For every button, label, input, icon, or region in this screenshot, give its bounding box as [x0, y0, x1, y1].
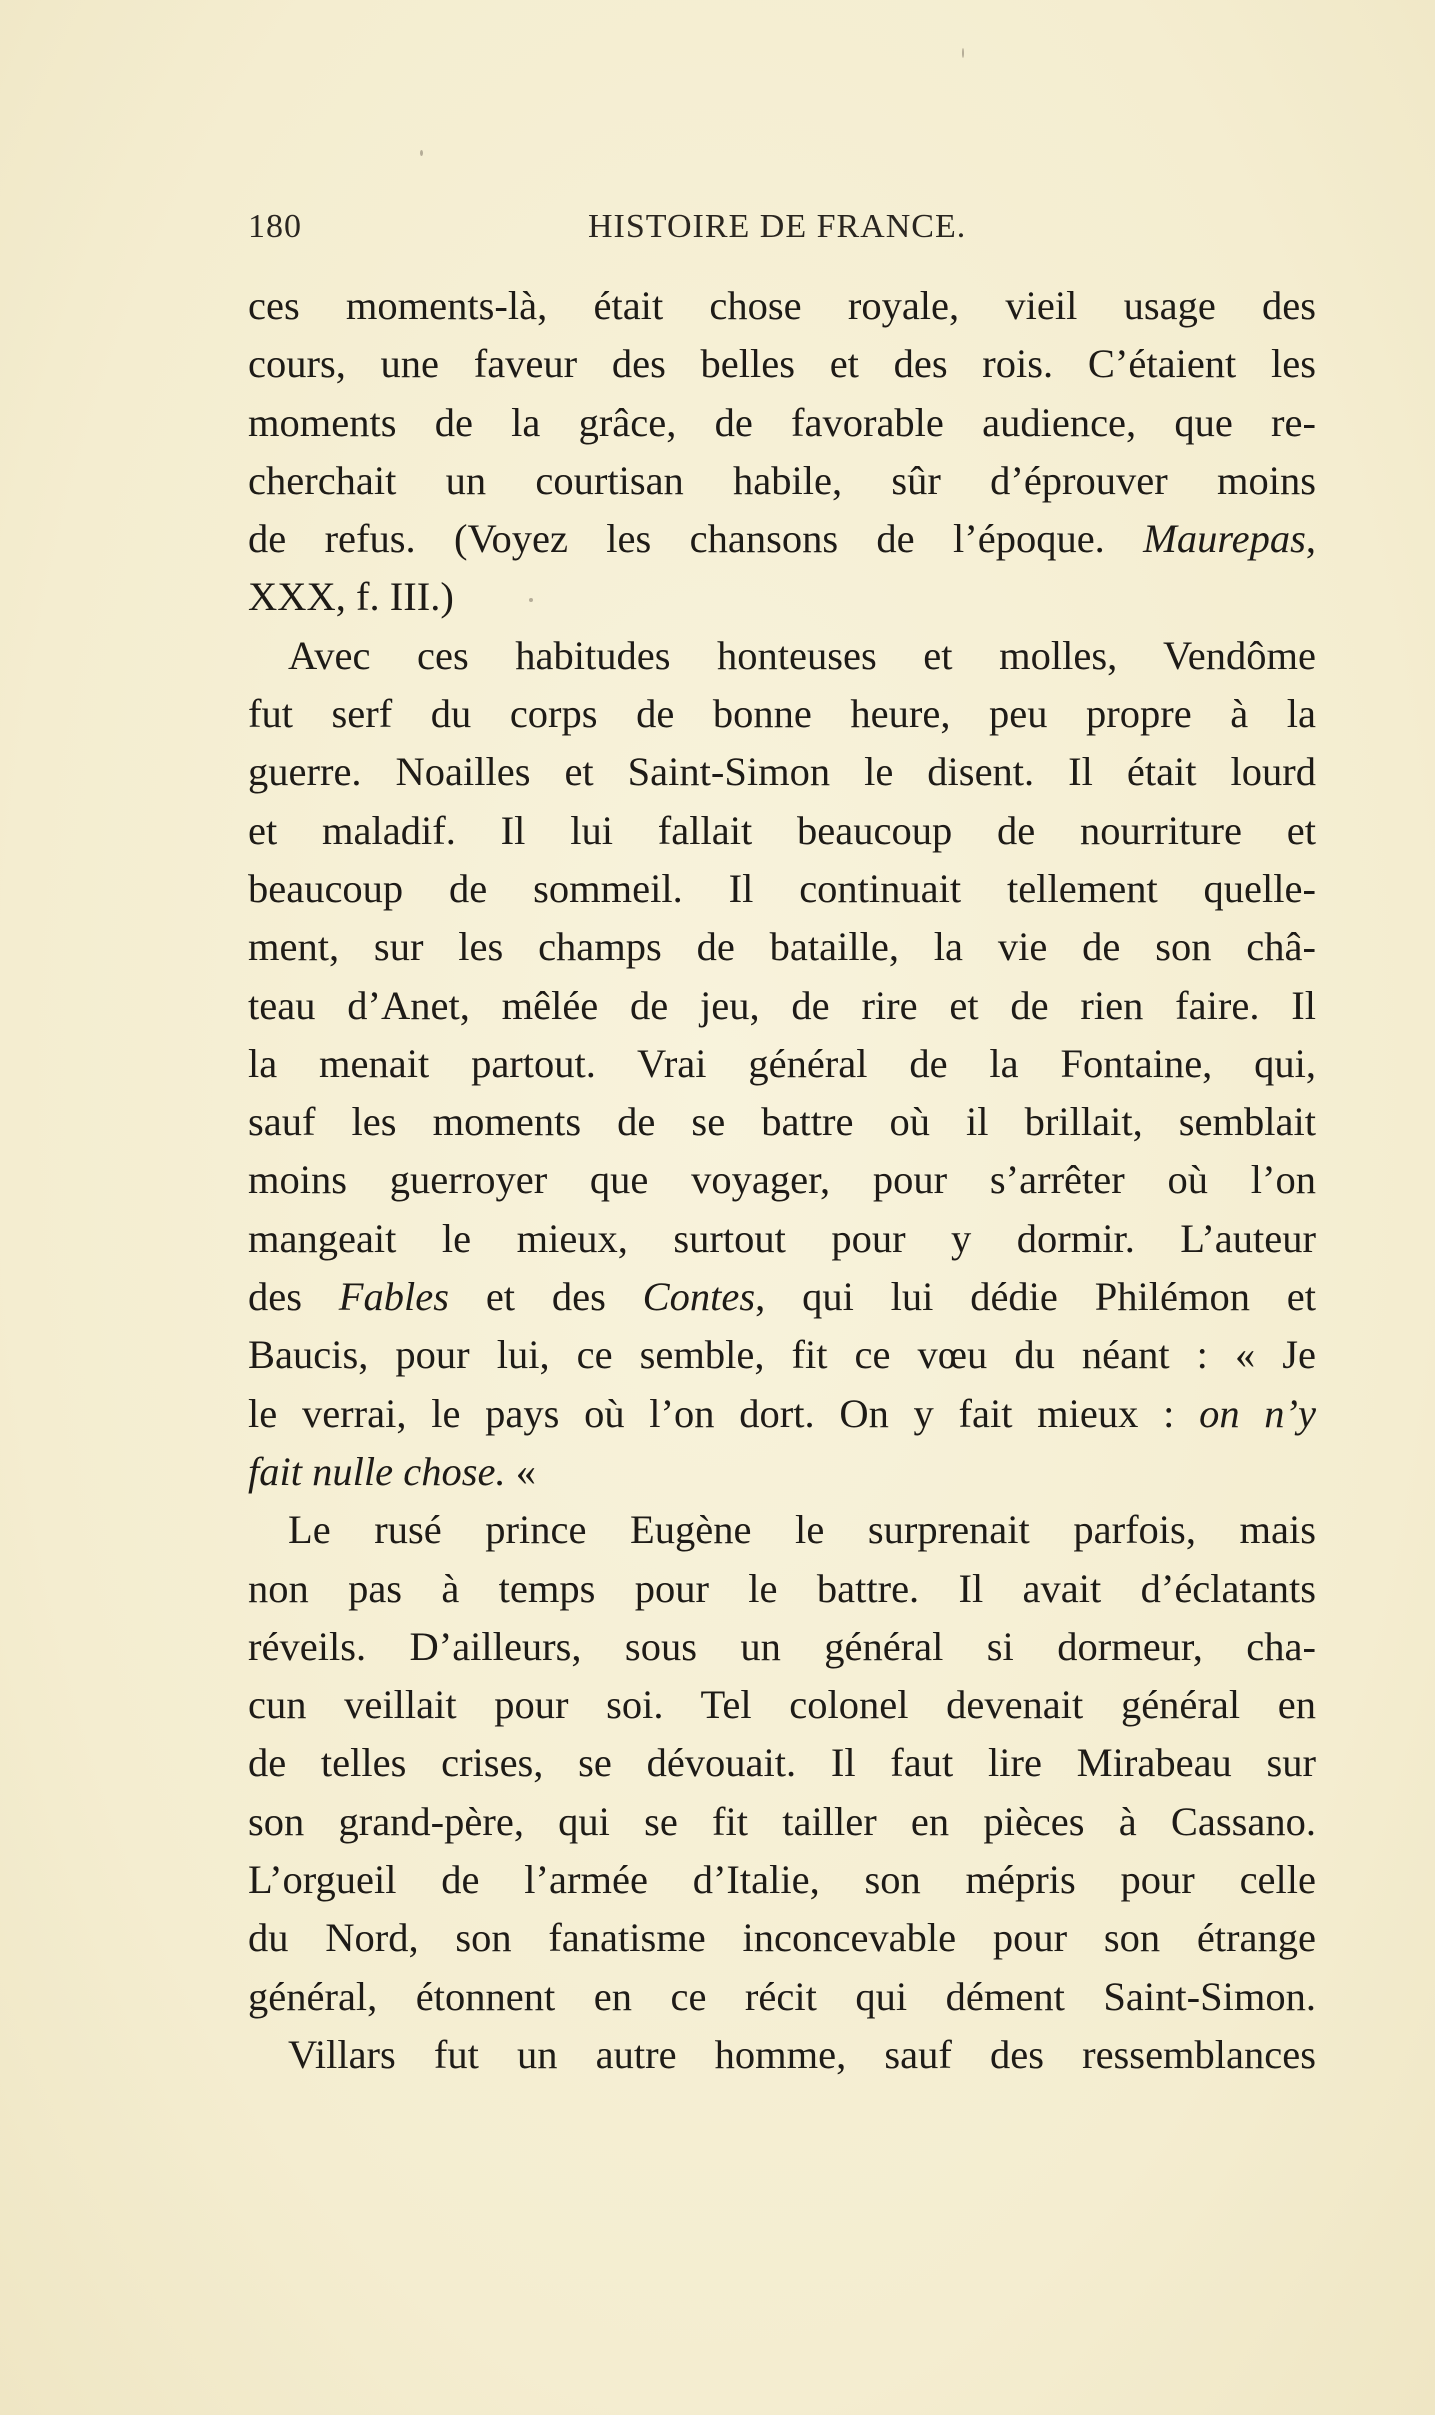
text-line: réveils. D’ailleurs, sous un général si dormeur, cha- [248, 1623, 1316, 1669]
page-number: 180 [248, 208, 302, 245]
italic-title: Contes [642, 1274, 756, 1320]
text-line: guerre. Noailles et Saint-Simon le disent. Il était lourd [248, 749, 1316, 795]
text-span: « [505, 1448, 536, 1494]
text-line [248, 1385, 1316, 1443]
italic-citation: Maurepas [1143, 516, 1306, 562]
text-line: cherchait un courtisan habile, sûr d’éprouver moins [248, 457, 1316, 503]
text-span: des [248, 1274, 339, 1320]
text-line: beaucoup de sommeil. Il continuait tellement quelle- [248, 865, 1316, 911]
text-line: cun veillait pour soi. Tel colonel devenait général en [248, 1682, 1316, 1728]
text-line [248, 1443, 1316, 1501]
text-line: Villars fut un autre homme, sauf des ressemblances [288, 2031, 1316, 2077]
text-line: L’orgueil de l’armée d’Italie, son mépris pour celle [248, 1857, 1316, 1903]
text-span: , [1305, 516, 1316, 562]
text-line: non pas à temps pour le battre. Il avait d’éclatants [248, 1565, 1316, 1611]
text-line: et maladif. Il lui fallait beaucoup de nourriture et [248, 807, 1316, 853]
paper-speck [420, 150, 423, 156]
text-line: fut serf du corps de bonne heure, peu propre à la [248, 691, 1316, 737]
text-line: du Nord, son fanatisme inconcevable pour son étrange [248, 1915, 1316, 1961]
body-text [248, 277, 1316, 2084]
text-span: de refus. (Voyez les chansons de l’époque. [248, 516, 1144, 562]
text-line: Baucis, pour lui, ce semble, fit ce vœu du néant : « Je [248, 1332, 1316, 1378]
italic-quote: on n’y [1199, 1390, 1317, 1436]
text-line: Avec ces habitudes honteuses et molles, Vendôme [288, 632, 1316, 678]
text-line: Le rusé prince Eugène le surprenait parfois, mais [288, 1507, 1316, 1553]
text-line: teau d’Anet, mêlée de jeu, de rire et de rien faire. Il [248, 982, 1316, 1028]
text-line: mangeait le mieux, surtout pour y dormir. L’auteur [248, 1215, 1316, 1261]
text-line: sauf les moments de se battre où il brillait, semblait [248, 1099, 1316, 1145]
text-line: de telles crises, se dévouait. Il faut lire Mirabeau sur [248, 1740, 1316, 1786]
text-line: moins guerroyer que voyager, pour s’arrêter où l’on [248, 1157, 1316, 1203]
text-line: moments de la grâce, de favorable audience, que re- [248, 399, 1316, 445]
text-line [248, 510, 1316, 568]
text-line: général, étonnent en ce récit qui dément Saint-Simon. [248, 1973, 1316, 2019]
page-header [248, 208, 1310, 258]
text-span: et des [449, 1274, 643, 1320]
text-line: XXX, f. III.) [248, 574, 454, 620]
italic-quote: fait nulle chose. [248, 1448, 506, 1494]
running-title: HISTOIRE DE FRANCE. [588, 208, 967, 245]
italic-title: Fables [338, 1274, 450, 1320]
text-line: cours, une faveur des belles et des rois. C’étaient les [248, 341, 1316, 387]
text-span: , qui lui dédie Philémon et [755, 1274, 1316, 1320]
text-line: la menait partout. Vrai général de la Fontaine, qui, [248, 1040, 1316, 1086]
text-span: le verrai, le pays où l’on dort. On y fait mieux : [248, 1390, 1200, 1436]
text-line: ment, sur les champs de bataille, la vie de son châ- [248, 924, 1316, 970]
text-line [248, 1268, 1316, 1326]
text-line: son grand-père, qui se fit tailler en pièces à Cassano. [248, 1798, 1316, 1844]
paper-speck [962, 48, 964, 58]
paper-speck [529, 598, 533, 602]
text-line: ces moments-là, était chose royale, vieil usage des [248, 283, 1316, 328]
